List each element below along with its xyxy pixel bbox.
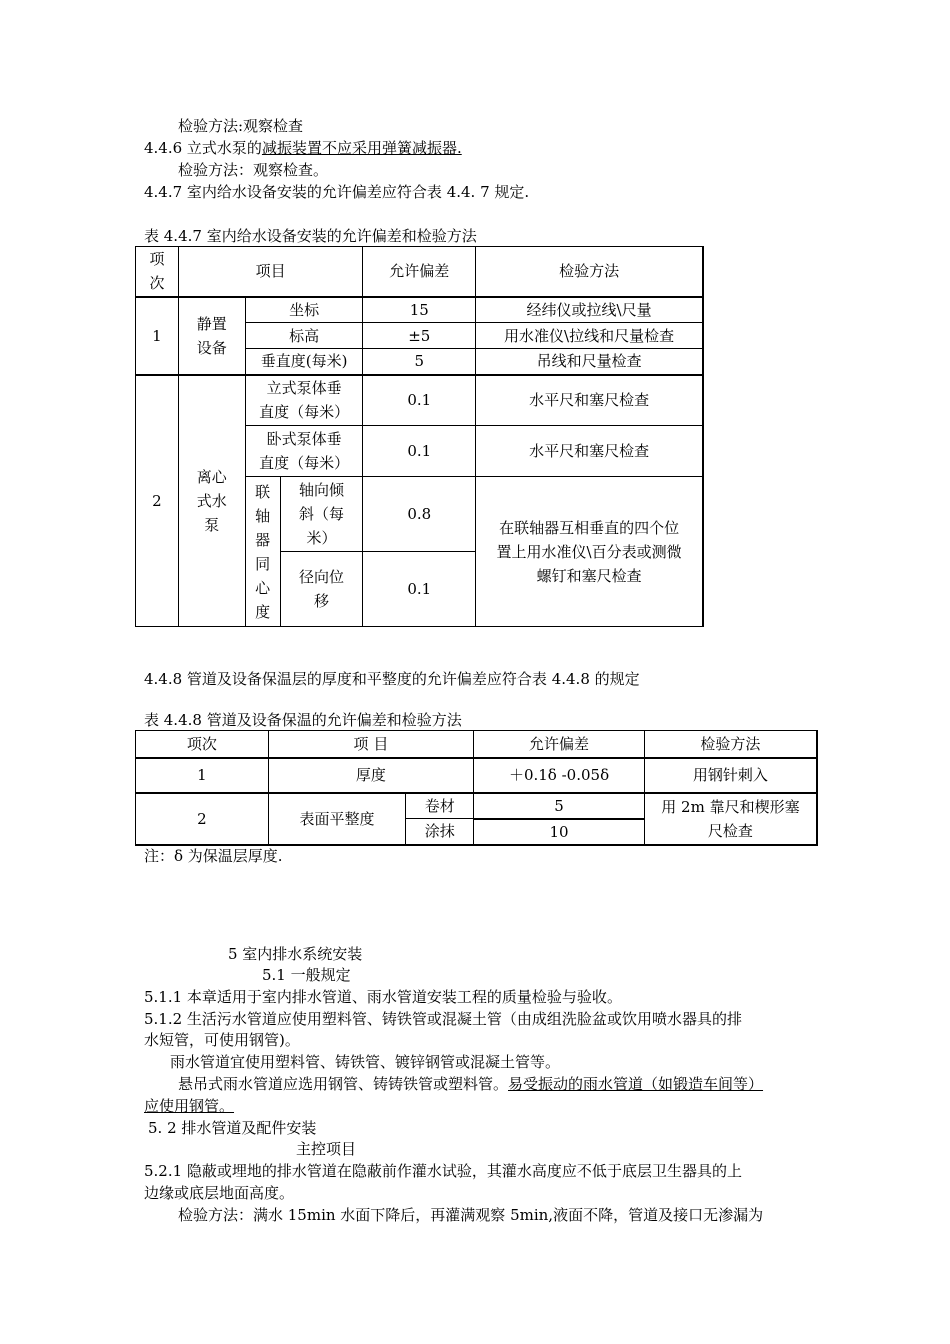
main-control-items-heading: 主控项目 [296,1140,357,1158]
row-item: 垂直度(每米) [245,349,363,375]
table-4-4-8-caption: 表 4.4.8 管道及设备保温的允许偏差和检验方法 [144,711,462,729]
row-tolerance: 10 [474,819,645,845]
row-method: 吊线和尺量检查 [476,349,703,375]
row-tolerance: 0.1 [363,426,476,477]
section-5-1-title: 5.1 一般规定 [262,966,351,984]
header-method: 检验方法 [476,247,703,297]
row-method: 用水准仪\拉线和尺量检查 [476,323,703,349]
suspended-rain-pipe-line-2: 应使用钢管。 [144,1097,235,1115]
row-subitem: 涂抹 [406,819,474,845]
header-no: 项次 [136,731,269,758]
row-method: 水平尺和塞尺检查 [476,375,703,426]
section-5-title: 5 室内排水系统安装 [228,945,363,963]
row-no: 1 [136,758,269,793]
rain-pipe-paragraph: 雨水管道宜使用塑料管、铸铁管、镀锌钢管或混凝土管等。 [170,1053,561,1071]
table-note: 注：δ 为保温层厚度. [144,847,283,865]
row-tolerance: 0.1 [363,375,476,426]
clause-5-1-2-line-1: 5.1.2 生活污水管道应使用塑料管、铸铁管或混凝土管（由成组洗脸盆或饮用喷水器具的排 [144,1010,742,1028]
row-no: 1 [136,297,179,375]
row-method: 在联轴器互相垂直的四个位 置上用水准仪\百分表或测微 螺钉和塞尺检查 [476,477,703,627]
row-method: 水平尺和塞尺检查 [476,426,703,477]
row-tolerance: ±5 [363,323,476,349]
suspended-rain-pipe-text: 悬吊式雨水管道应选用钢管、铸铸铁管或塑料管。 [178,1075,509,1093]
row-tolerance: 0.8 [363,477,476,552]
section-5-2-title: 5. 2 排水管道及配件安装 [148,1119,317,1137]
clause-4-4-6 [144,139,462,157]
table-4-4-7 [135,246,704,627]
row-tolerance: ＋0.1δ -0.05δ [474,758,645,793]
row-item: 表面平整度 [268,793,406,845]
clause-4-4-6-text: 4.4.6 立式水泵的 [144,139,262,157]
row-item: 坐标 [245,297,363,323]
header-tolerance: 允许偏差 [474,731,645,758]
header-item: 项 目 [268,731,474,758]
row-tolerance: 5 [363,349,476,375]
clause-5-1-1: 5.1.1 本章适用于室内排水管道、雨水管道安装工程的质量检验与验收。 [144,988,622,1006]
row-item: 厚度 [268,758,474,793]
row-group: 离心 式水 泵 [178,375,245,627]
coupling-concentricity-label: 联 轴 器 同 心 度 [245,477,280,627]
header-method: 检验方法 [644,731,817,758]
clause-4-4-7: 4.4.7 室内给水设备安装的允许偏差应符合表 4.4. 7 规定. [144,183,530,201]
row-item: 轴向倾 斜（每 米） [280,477,363,552]
row-method: 用 2m 靠尺和楔形塞 尺检查 [644,793,817,845]
clause-5-2-1-line-2: 边缘或底层地面高度。 [144,1184,295,1202]
inspection-method-line-2: 检验方法：观察检查。 [178,161,329,179]
clause-4-4-6-underlined: 减振装置不应采用弹簧减振器. [261,139,462,157]
table-4-4-8 [135,730,818,846]
suspended-rain-pipe-line-1 [178,1075,763,1093]
header-tolerance: 允许偏差 [363,247,476,297]
header-item: 项目 [178,247,363,297]
inspection-method-5-2-1: 检验方法：满水 15min 水面下降后，再灌满观察 5min,液面不降，管道及接口无渗漏为 [178,1206,764,1224]
row-method: 经纬仪或拉线\尺量 [476,297,703,323]
row-tolerance: 5 [474,793,645,819]
row-item: 卧式泵体垂 直度（每米） [245,426,363,477]
row-no: 2 [136,375,179,627]
row-tolerance: 15 [363,297,476,323]
row-tolerance: 0.1 [363,552,476,627]
clause-5-2-1-line-1: 5.2.1 隐蔽或埋地的排水管道在隐蔽前作灌水试验，其灌水高度应不低于底层卫生器具的上 [144,1162,742,1180]
row-item: 标高 [245,323,363,349]
row-group: 静置 设备 [178,297,245,375]
clause-5-1-2-line-2: 水短管，可使用钢管)。 [144,1031,300,1049]
row-no: 2 [136,793,269,845]
clause-4-4-8: 4.4.8 管道及设备保温层的厚度和平整度的允许偏差应符合表 4.4.8 的规定 [144,670,640,688]
inspection-method-line: 检验方法:观察检查 [178,117,304,135]
suspended-rain-pipe-underlined: 易受振动的雨水管道（如锻造车间等） [508,1075,764,1093]
row-subitem: 卷材 [406,793,474,819]
row-item: 径向位 移 [280,552,363,627]
row-method: 用钢针刺入 [644,758,817,793]
row-item: 立式泵体垂 直度（每米） [245,375,363,426]
header-no: 项 次 [136,247,179,297]
table-4-4-7-caption: 表 4.4.7 室内给水设备安装的允许偏差和检验方法 [144,227,477,245]
